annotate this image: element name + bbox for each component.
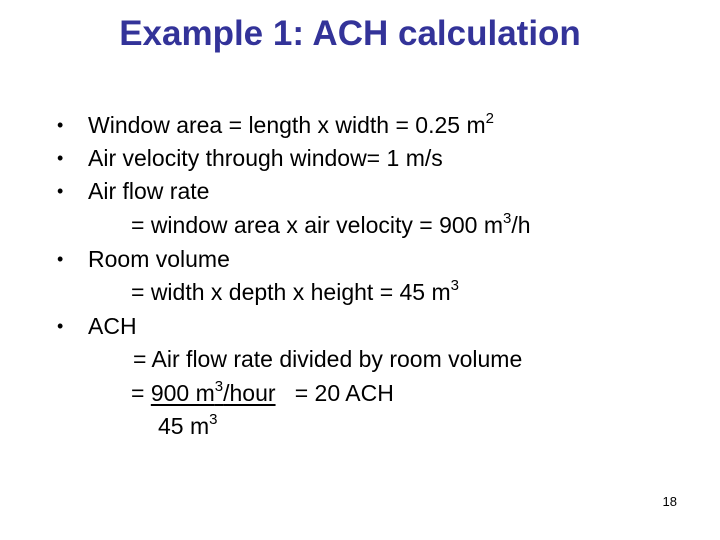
room-volume-formula-text: = width x depth x height = 45 m bbox=[131, 279, 451, 305]
slide-title: Example 1: ACH calculation bbox=[119, 14, 581, 53]
ach-line bbox=[88, 312, 137, 340]
ach-fraction-denominator-line bbox=[158, 412, 217, 440]
per-hour-unit: /h bbox=[511, 212, 531, 238]
air-flow-formula-text: = window area x air velocity = 900 m bbox=[131, 212, 504, 238]
ach-text: ACH bbox=[88, 313, 137, 339]
ach-result: = 20 ACH bbox=[275, 380, 394, 406]
air-velocity-text: Air velocity through window= 1 m/s bbox=[88, 145, 443, 171]
window-area-text: Window area = length x width = 0.25 m bbox=[88, 112, 486, 138]
cubed-superscript: 3 bbox=[209, 411, 218, 429]
bullet-icon: • bbox=[57, 148, 64, 168]
air-flow-rate-text: Air flow rate bbox=[88, 178, 210, 204]
cubed-superscript: 3 bbox=[214, 378, 224, 396]
page-number: 18 bbox=[662, 494, 677, 509]
window-area-line bbox=[88, 111, 494, 139]
bullet-icon: • bbox=[57, 115, 64, 135]
numerator-unit: /hour bbox=[223, 380, 276, 406]
denominator-value: 45 m bbox=[158, 413, 210, 439]
air-flow-formula-line bbox=[131, 211, 531, 239]
air-velocity-line bbox=[88, 144, 443, 172]
cubed-superscript: 3 bbox=[503, 210, 512, 228]
room-volume-formula-line bbox=[131, 278, 459, 306]
equals-prefix: = bbox=[131, 380, 151, 406]
room-volume-text: Room volume bbox=[88, 246, 230, 272]
ach-definition-text: = Air flow rate divided by room volume bbox=[133, 346, 523, 372]
bullet-icon: • bbox=[57, 316, 64, 336]
ach-fraction-numerator-line bbox=[131, 379, 394, 407]
room-volume-line bbox=[88, 245, 230, 273]
ach-definition-line bbox=[133, 345, 522, 373]
squared-superscript: 2 bbox=[485, 110, 494, 128]
cubed-superscript: 3 bbox=[450, 277, 459, 295]
numerator-value: 900 m bbox=[150, 380, 215, 406]
bullet-icon: • bbox=[57, 181, 64, 201]
fraction-numerator bbox=[151, 380, 276, 406]
bullet-icon: • bbox=[57, 249, 64, 269]
air-flow-rate-line bbox=[88, 177, 209, 205]
